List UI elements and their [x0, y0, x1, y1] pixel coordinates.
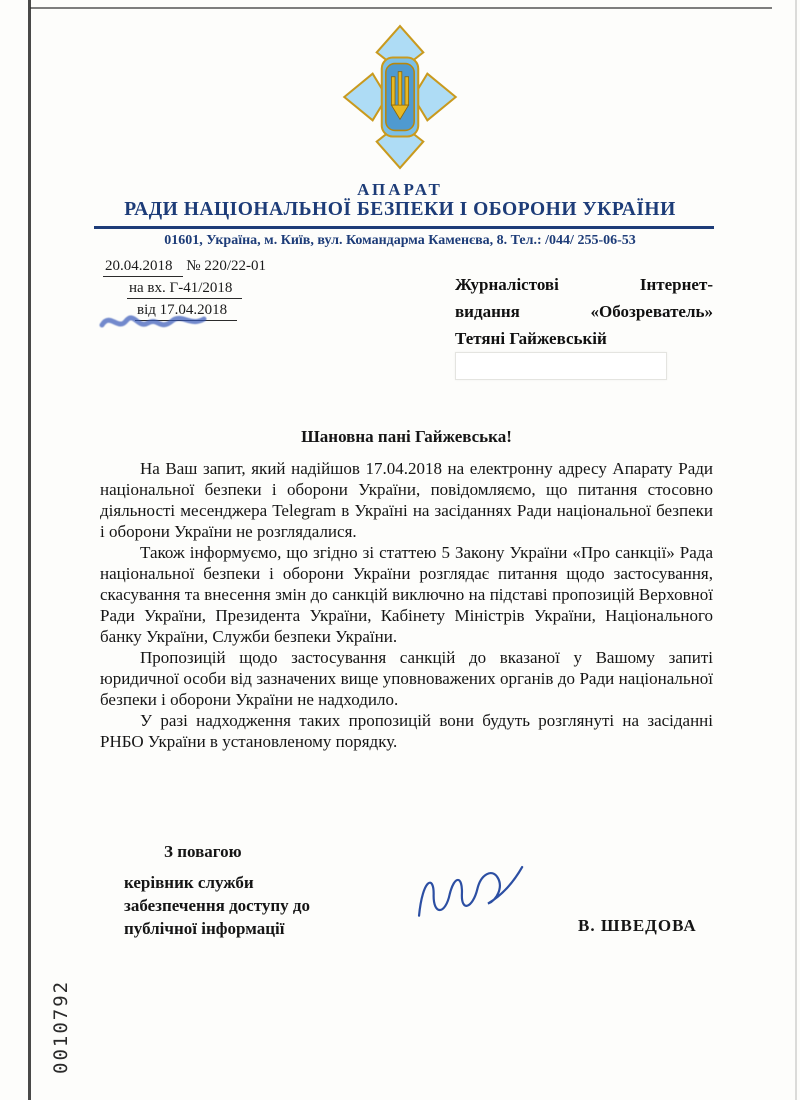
- signer-title: керівник служби забезпечення доступу до публічної інформації: [124, 873, 310, 938]
- recipient-line-2: видання «Обозреватель»: [455, 302, 713, 321]
- org-address: 01601, Україна, м. Київ, вул. Командарма Каменєва, 8. Тел.: /044/ 255-06-53: [164, 233, 636, 248]
- nsdc-emblem-icon: [334, 20, 466, 179]
- scan-edge-right: [795, 0, 797, 1100]
- body-paragraph-2: Також інформуємо, що згідно зі статтею 5 Закону України «Про санкції» Рада національної безпеки і оборони України розглядає питання щодо застосування, скасування та внесення змін до санкцій виключно на підставі пропозицій Верховної Ради України, Президента України, Кабінету Міністрів України, Національного банку України, Служби безпеки України.: [100, 543, 713, 646]
- org-name-line2: РАДИ НАЦІОНАЛЬНОЇ БЕЗПЕКИ І ОБОРОНИ УКРАЇНИ: [124, 199, 676, 220]
- redaction-box: [455, 352, 667, 380]
- ref-incoming: на вх. Г-41/2018: [127, 280, 242, 299]
- closing-regards: З повагою: [164, 842, 242, 861]
- scan-counter: 0010792: [50, 979, 72, 1074]
- body-paragraph-4: У разі надходження таких пропозицій вони будуть розглянуті на засіданні РНБО України в установленому порядку.: [100, 711, 713, 751]
- recipient-block: [455, 271, 713, 352]
- body-paragraph-1: На Ваш запит, який надійшов 17.04.2018 на електронну адресу Апарату Ради національної безпеки і оборони України, повідомляємо, що питання стосовно діяльності месенджера Telegram в Україні на засіданнях Ради національної безпеки і оборони України не розглядалися.: [100, 459, 713, 541]
- scan-edge-left: [28, 0, 31, 1100]
- ref-number: 220/22-01: [204, 258, 266, 274]
- signer-name: В. ШВЕДОВА: [578, 916, 697, 935]
- recipient-line-3: Тетяні Гайжевській: [455, 329, 607, 348]
- letter-body: [100, 458, 713, 752]
- org-name-line1: АПАРАТ: [357, 180, 443, 199]
- ref-number-label: №: [186, 258, 201, 274]
- ink-scribble: [98, 306, 218, 341]
- ref-from: від 17.04.2018: [135, 302, 237, 321]
- ref-date: 20.04.2018: [103, 258, 183, 277]
- salutation: Шановна пані Гайжевська!: [301, 427, 512, 446]
- recipient-line-1: Журналістові Інтернет-: [455, 275, 713, 294]
- scan-edge-top: [30, 7, 772, 9]
- handwritten-signature-icon: [403, 849, 543, 938]
- header-rule: [94, 226, 714, 229]
- body-paragraph-3: Пропозицій щодо застосування санкцій до вказаної у Вашому запиті юридичної особи від зазначених вище уповноважених органів до Ради національної безпеки і оборони України не надходило.: [100, 648, 713, 709]
